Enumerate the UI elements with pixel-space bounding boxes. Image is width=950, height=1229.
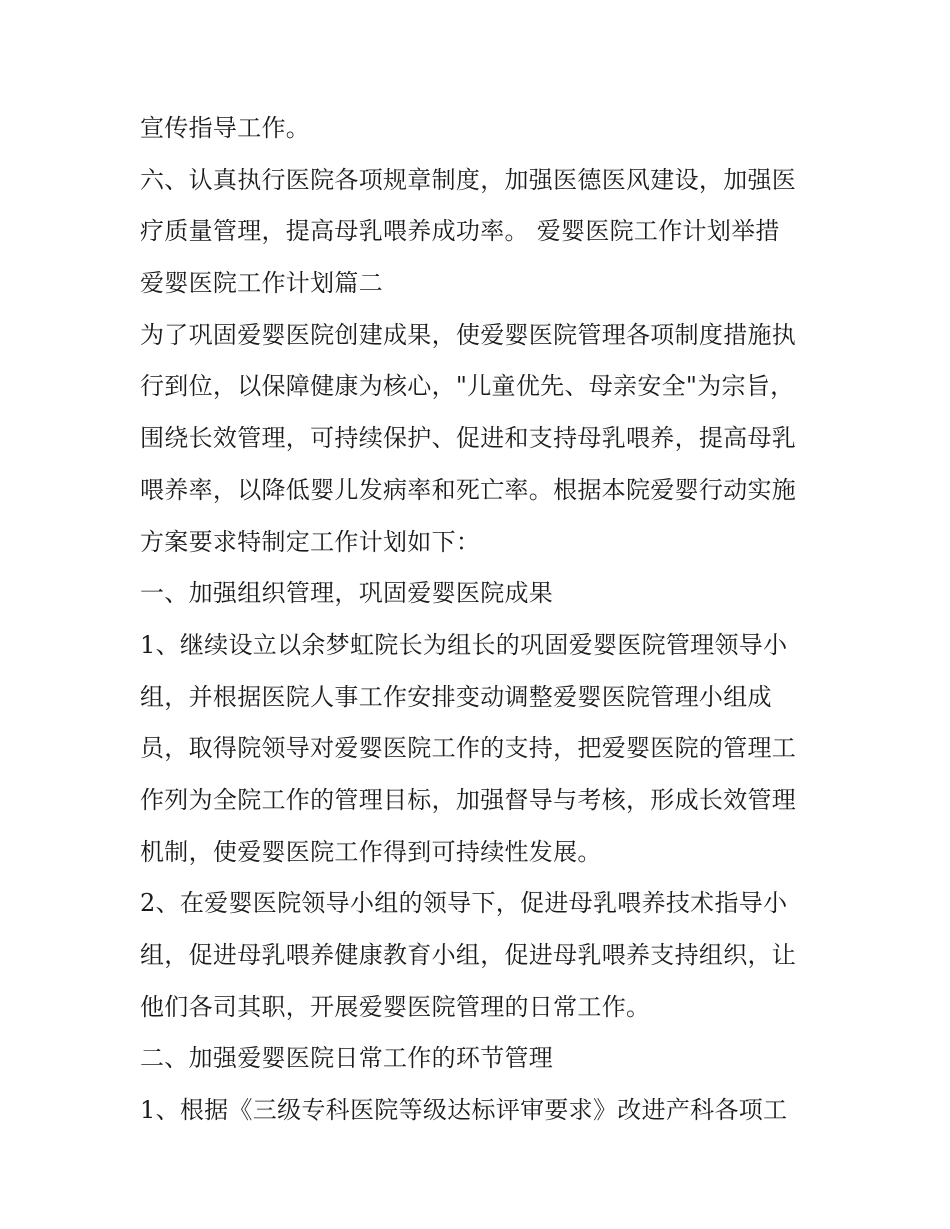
text-line: 宣传指导工作。 — [140, 114, 311, 142]
text-line: 1、根据《三级专科医院等级达标评审要求》改进产科各项工 — [140, 1096, 788, 1125]
text-line: 方案要求特制定工作计划如下： — [140, 527, 481, 556]
text-line: 为了巩固爱婴医院创建成果，使爱婴医院管理各项制度措施执 — [140, 320, 797, 349]
text-line: 六、认真执行医院各项规章制度，加强医德医风建设，加强医 — [140, 165, 797, 194]
section-heading: 二、加强爱婴医院日常工作的环节管理 — [140, 1044, 554, 1073]
text-line: 他们各司其职，开展爱婴医院管理的日常工作。 — [140, 992, 651, 1021]
text-line: 组，促进母乳喂养健康教育小组，促进母乳喂养支持组织，让 — [140, 941, 797, 969]
document-body — [140, 103, 820, 1137]
section-heading: 一、加强组织管理，巩固爱婴医院成果 — [140, 579, 554, 608]
text-line: 喂养率，以降低婴儿发病率和死亡率。根据本院爱婴行动实施 — [140, 475, 797, 504]
text-line: 作列为全院工作的管理目标，加强督导与考核，形成长效管理 — [140, 785, 797, 814]
text-line: 疗质量管理，提高母乳喂养成功率。 爱婴医院工作计划举措 — [140, 217, 780, 246]
text-line: 1、继续设立以余梦虹院长为组长的巩固爱婴医院管理领导小 — [140, 630, 788, 659]
section-heading: 爱婴医院工作计划篇二 — [140, 269, 383, 298]
text-line: 2、在爱婴医院领导小组的领导下，促进母乳喂养技术指导小 — [140, 889, 788, 918]
text-line: 围绕长效管理，可持续保护、促进和支持母乳喂养，提高母乳 — [140, 424, 797, 453]
text-line: 行到位，以保障健康为核心，"儿童优先、母亲安全"为宗旨， — [140, 372, 795, 401]
text-line: 员，取得院领导对爱婴医院工作的支持，把爱婴医院的管理工 — [140, 734, 797, 763]
text-line: 机制，使爱婴医院工作得到可持续性发展。 — [140, 837, 602, 866]
text-line: 组，并根据医院人事工作安排变动调整爱婴医院管理小组成 — [140, 682, 772, 711]
